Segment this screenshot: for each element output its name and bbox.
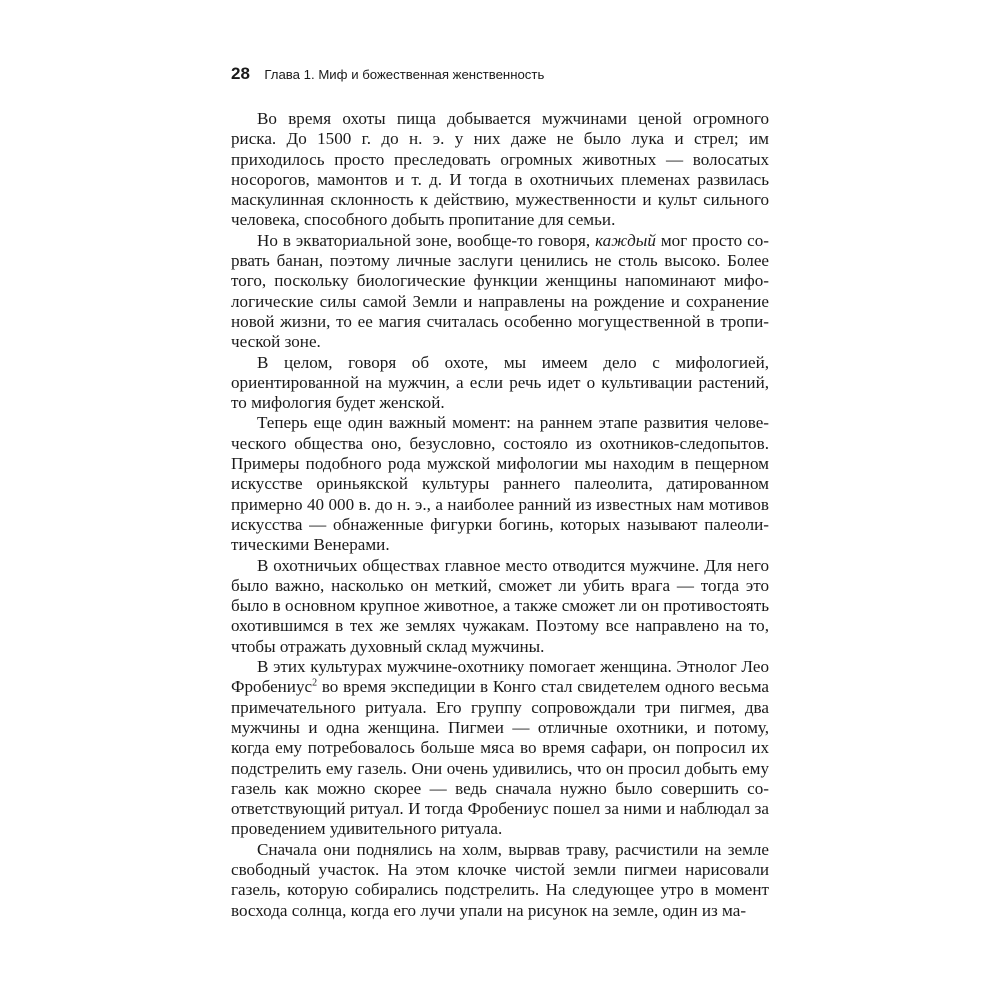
paragraph-2-end: мог просто сорвать банан, поэтому личные заслуги ценились не столь высоко. Более того, поскольку биологические функции женщины напоминают мифологические силы самой Земли и направлены на рождение и сохранение новой жизни, то ее магия считалась особенно могущественной в тропической зоне. bbox=[231, 230, 769, 352]
paragraph-7: Сначала они поднялись на холм, вырвав траву, расчистили на земле свободный участок. На этом клочке чистой земли пигмеи нарисовали газель, которую собирались подстрелить. На следующее утро в момент восхода солнца, когда его лучи упали на рисунок на земле, один из ма- bbox=[231, 839, 769, 920]
running-head: Глава 1. Миф и божественная женственность bbox=[264, 67, 545, 82]
paragraph-6-start: В этих культурах мужчине-охотнику помогает женщина. Этнолог Лео Фробениус bbox=[231, 657, 769, 697]
paragraph-1: Во время охоты пища добывается мужчинами ценой огромного риска. До 1500 г. до н. э. у них даже не было лука и стрел; им приходилось просто преследовать огромных животных — волосатых носорогов, мамонтов и т. д. И тогда в охотничьих племенах развилась маскулинная склонность к действию, мужественности и культ сильного человека, способного добыть пропитание для семьи. bbox=[231, 109, 769, 230]
paragraph-3: В целом, говоря об охоте, мы имеем дело с мифологией, ориентированной на мужчин, а если речь идет о культивации растений, то мифология будет женской. bbox=[231, 352, 769, 413]
paragraph-6-end: во время экспедиции в Конго стал свидетелем одного весьма примечательного ритуала. Его группу сопровождали три пигмея, два мужчины и одна женщина. Пигмеи — отличные охотники, и потому, когда ему потребовалось больше мяса во время сафари, он попросил их подстрелить ему газель. Они очень удивились, что он просил добыть ему газель как можно скорее — ведь сначала нужно было совершить соответствующий ритуал. И тогда Фробениус пошел за ними и наблюдал за проведением удивительного ритуала. bbox=[231, 677, 769, 839]
paragraph-6 bbox=[231, 657, 769, 840]
paragraph-5: В охотничьих обществах главное место отводится мужчине. Для него было важно, насколько он меткий, сможет ли убить врага — тогда это было в основном крупное животное, а также сможет ли он противостоять охотившимся в тех же землях чужакам. Поэтому все направлено на то, чтобы отражать духовный склад мужчины. bbox=[231, 555, 769, 656]
paragraph-2-start: Но в экваториальной зоне, вообще-то говоря, bbox=[257, 230, 596, 250]
page-number: 28 bbox=[231, 64, 250, 83]
emphasized-word: каждый bbox=[595, 230, 656, 250]
footnote-marker: 2 bbox=[312, 677, 318, 689]
paragraph-2 bbox=[231, 231, 769, 353]
page-header bbox=[231, 64, 771, 88]
paragraph-4: Теперь еще один важный момент: на раннем этапе развития человеческого общества оно, безусловно, состояло из охотников-следопытов. Примеры подобного рода мужской мифологии мы находим в пещерном искусстве ориньякской культуры раннего палеолита, датированном примерно 40 000 в. до н. э., а наиболее ранний из известных нам мотивов искусства — обнаженные фигурки богинь, которых называют палеолитическими Венерами. bbox=[231, 413, 769, 555]
body-text bbox=[231, 109, 769, 921]
